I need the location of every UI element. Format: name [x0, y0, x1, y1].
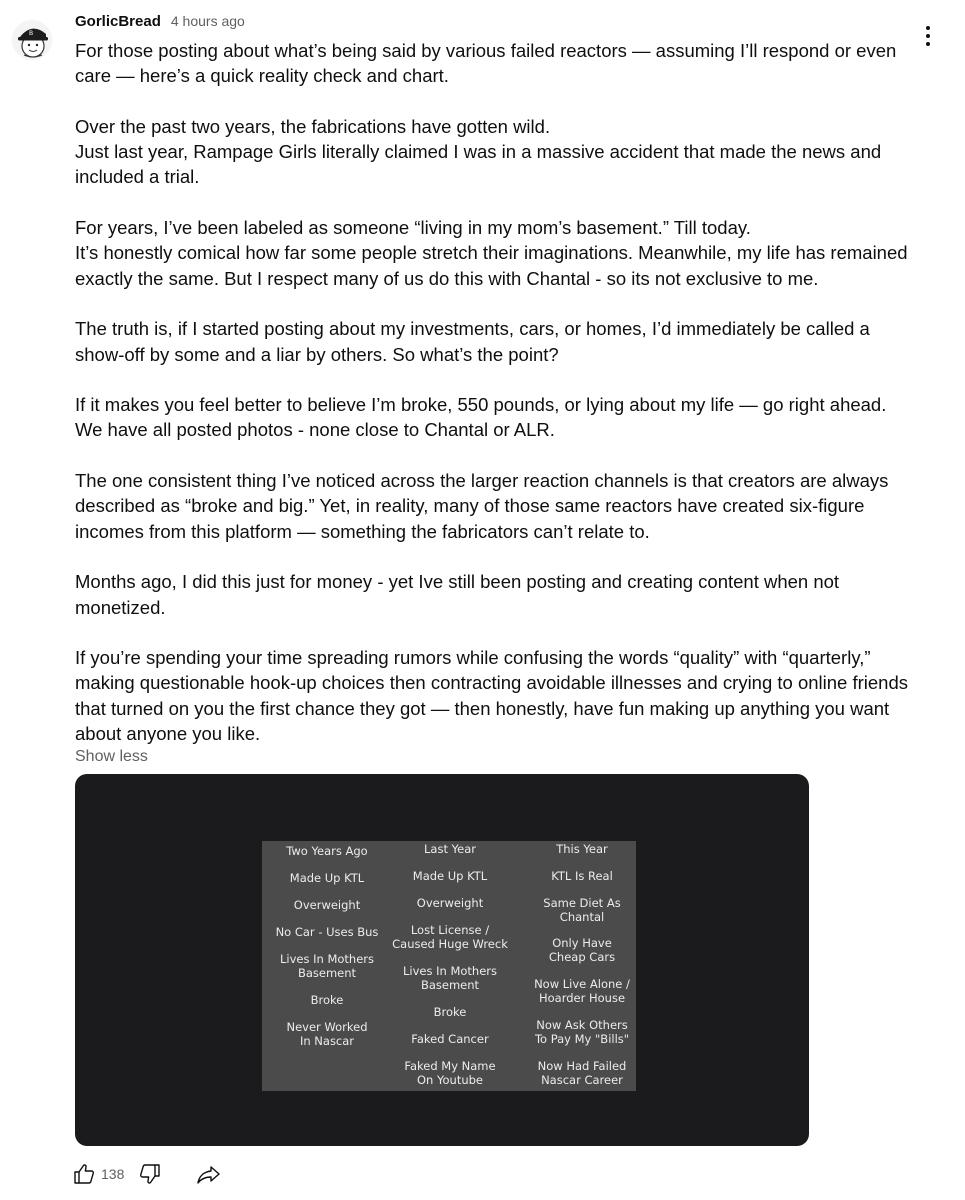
table-cell: Overweight	[293, 898, 361, 912]
table-cell: Now Ask Others To Pay My "Bills"	[534, 1018, 630, 1046]
comment-paragraph: The one consistent thing I’ve noticed across the larger reaction channels is that creators are always described as “broke and big.” Yet, in reality, many of those same reactors have created six-figure incomes from this platform — something the fabricators can’t relate to.	[75, 470, 889, 542]
table-cell: Same Diet As Chantal	[543, 896, 621, 924]
thumb-down-icon	[138, 1162, 162, 1186]
cartoon-avatar-icon	[12, 20, 52, 60]
comment-paragraph: For those posting about what’s being said by various failed reactors — assuming I’ll respond or even care — here’s a quick reality check and chart.	[75, 40, 897, 87]
table-cell: Broke	[433, 1005, 467, 1019]
table-cell: Lost License / Caused Huge Wreck	[392, 923, 508, 951]
table-cell: Overweight	[416, 896, 484, 910]
share-icon	[196, 1162, 222, 1186]
comment-paragraph: Months ago, I did this just for money - yet Ive still been posting and creating content when not monetized.	[75, 571, 840, 618]
like-count: 138	[101, 1166, 125, 1182]
table-cell: Faked Cancer	[411, 1032, 489, 1046]
table-column-header: Two Years Ago	[286, 844, 368, 858]
comment-timestamp[interactable]: 4 hours ago	[170, 13, 245, 29]
dislike-button[interactable]	[138, 1162, 162, 1186]
table-cell: Lives In Mothers Basement	[279, 952, 375, 980]
more-vertical-icon	[926, 26, 930, 30]
comment-paragraph: If it makes you feel better to believe I’m broke, 550 pounds, or lying about my life — go right ahead. We have all posted photos - none close to Chantal or ALR.	[75, 394, 887, 441]
table-cell: Faked My Name On Youtube	[404, 1059, 496, 1087]
table-cell: Now Live Alone / Hoarder House	[534, 977, 630, 1005]
thumb-up-icon	[72, 1162, 96, 1186]
table-cell: Lives In Mothers Basement	[402, 964, 498, 992]
comment-paragraph: For years, I’ve been labeled as someone “living in my mom’s basement.” Till today. It’s honestly comical how far some people stretch their imaginations. Meanwhile, my life has remained exactly the same. But I respect many of us do this with Chantal - so its not exclusive to me.	[75, 217, 908, 289]
show-less-button[interactable]: Show less	[75, 748, 148, 765]
table-column-header: This Year	[556, 842, 608, 856]
table-cell: Never Worked In Nascar	[286, 1020, 368, 1048]
table-cell: Broke	[310, 993, 344, 1007]
comment-image[interactable]	[75, 774, 809, 1146]
svg-text:B: B	[29, 30, 34, 37]
author-name[interactable]: GorlicBread	[75, 13, 161, 30]
share-button[interactable]	[196, 1162, 222, 1186]
table-column-header: Last Year	[424, 842, 476, 856]
comment-header	[75, 13, 245, 30]
comment-paragraph: Over the past two years, the fabrications have gotten wild. Just last year, Rampage Girls literally claimed I was in a massive accident that made the news and included a trial.	[75, 115, 882, 188]
table-cell: Now Had Failed Nascar Career	[537, 1059, 627, 1087]
more-actions-button[interactable]	[916, 22, 940, 50]
comment-actions	[72, 1160, 222, 1188]
table-cell: Made Up KTL	[412, 869, 488, 883]
comment-paragraph: The truth is, if I started posting about my investments, cars, or homes, I’d immediately be called a show-off by some and a liar by others. So what’s the point?	[75, 318, 870, 365]
comparison-table	[262, 841, 636, 1091]
comment-paragraph: If you’re spending your time spreading rumors while confusing the words “quality” with “quarterly,” making questionable hook-up choices then contracting avoidable illnesses and crying to online friends that turned on you the first chance they got — then honestly, have fun making up anything you want about anyone you like.	[75, 647, 909, 745]
table-cell: No Car - Uses Bus	[275, 925, 379, 939]
table-cell: Made Up KTL	[289, 871, 365, 885]
avatar[interactable]	[12, 20, 52, 60]
like-button[interactable]	[72, 1162, 124, 1186]
table-cell: Only Have Cheap Cars	[548, 936, 616, 964]
comment-text	[75, 38, 910, 746]
table-cell: KTL Is Real	[551, 869, 613, 883]
